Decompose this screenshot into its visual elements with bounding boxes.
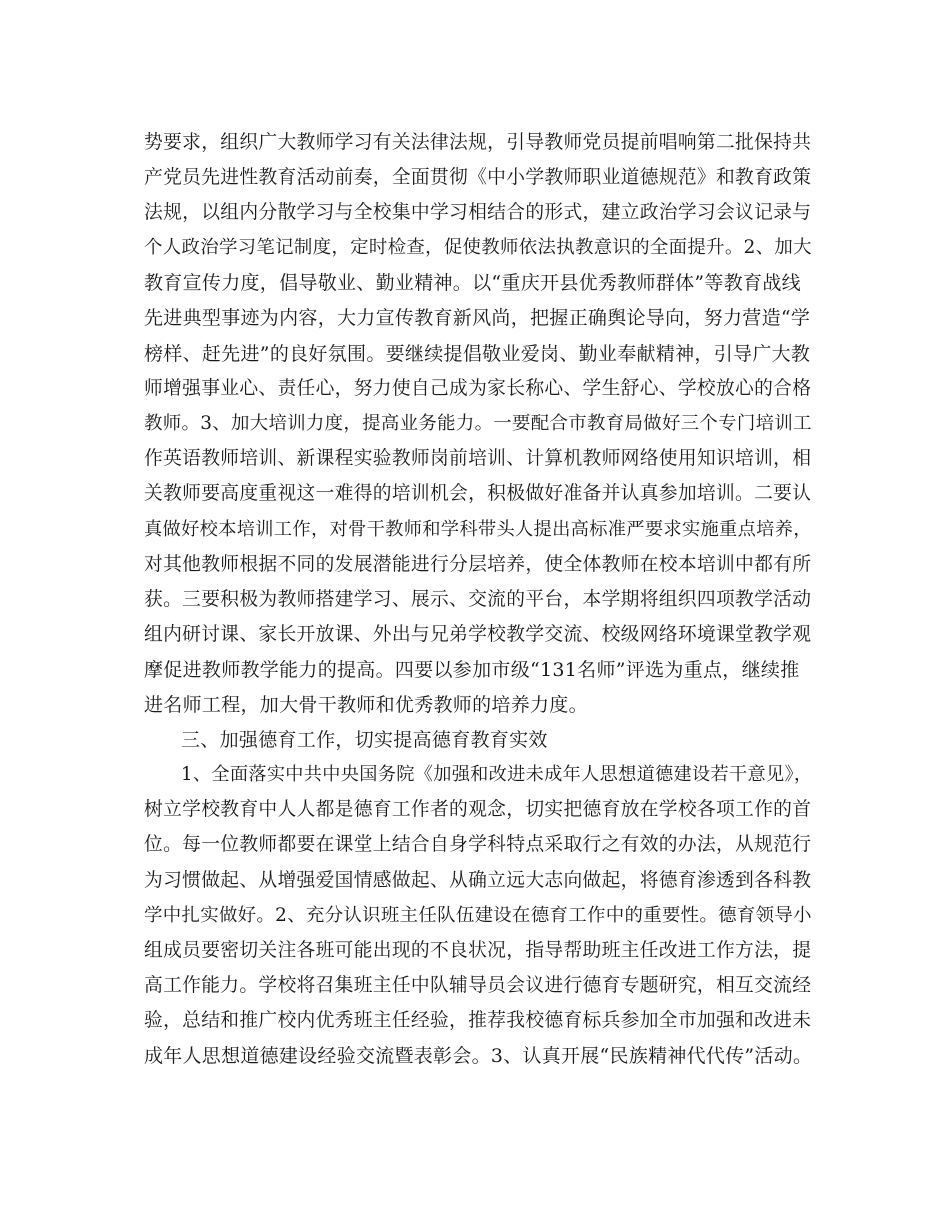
text-line: 高工作能力。学校将召集班主任中队辅导员会议进行德育专题研究，相互交流经: [144, 975, 812, 996]
text-line: 为习惯做起、从增强爱国情感做起、从确立远大志向做起，将德育渗透到各科教: [144, 870, 812, 891]
text-line: 学中扎实做好。2、充分认识班主任队伍建设在德育工作中的重要性。德育领导小: [144, 905, 812, 926]
text-line: 教师。3、加大培训力度，提高业务能力。一要配合市教育局做好三个专门培训工: [144, 413, 812, 434]
text-line: 组内研讨课、家长开放课、外出与兄弟学校教学交流、校级网络环境课堂教学观: [144, 624, 812, 645]
text-line: 个人政治学习笔记制度，定时检查，促使教师依法执教意识的全面提升。2、加大: [144, 237, 812, 258]
text-line: 产党员先进性教育活动前奏，全面贯彻《中小学教师职业道德规范》和教育政策: [144, 167, 812, 188]
text-line: 关教师要高度重视这一难得的培训机会，积极做好准备并认真参加培训。二要认: [144, 483, 812, 504]
text-line: 作英语教师培训、新课程实验教师岗前培训、计算机教师网络使用知识培训，相: [144, 448, 812, 469]
text-line: 验，总结和推广校内优秀班主任经验，推荐我校德育标兵参加全市加强和改进未: [144, 1010, 812, 1031]
section-heading: 三、加强德育工作，切实提高德育教育实效: [181, 729, 548, 751]
text-line: 教育宣传力度，倡导敬业、勤业精神。以“重庆开县优秀教师群体”等教育战线: [144, 272, 801, 294]
text-line: 位。每一位教师都要在课堂上结合自身学科特点采取行之有效的办法，从规范行: [144, 834, 812, 855]
text-line: 榜样、赶先进”的良好氛围。要继续提倡敬业爱岗、勤业奉献精神，引导广大教: [144, 343, 811, 365]
text-line: 成年人思想道德建设经验交流暨表彰会。3、认真开展“民族精神代代传”活动。: [144, 1045, 813, 1067]
text-line: 摩促进教师教学能力的提高。四要以参加市级“131名师”评选为重点，继续推: [144, 659, 800, 681]
text-line: 获。三要积极为教师搭建学习、展示、交流的平台，本学期将组织四项教学活动: [144, 589, 812, 610]
text-line: 师增强事业心、责任心，努力使自己成为家长称心、学生舒心、学校放心的合格: [144, 378, 812, 399]
text-line: 先进典型事迹为内容，大力宣传教育新风尚，把握正确舆论导向，努力营造“学: [144, 307, 811, 329]
text-line: 组成员要密切关注各班可能出现的不良状况，指导帮助班主任改进工作方法，提: [144, 940, 812, 961]
text-line: 树立学校教育中人人都是德育工作者的观念，切实把德育放在学校各项工作的首: [144, 799, 812, 820]
text-line: 真做好校本培训工作，对骨干教师和学科带头人提出高标准严要求实施重点培养，: [144, 519, 812, 540]
text-line: 对其他教师根据不同的发展潜能进行分层培养，使全体教师在校本培训中都有所: [144, 554, 812, 575]
text-line: 进名师工程，加大骨干教师和优秀教师的培养力度。: [144, 694, 588, 716]
text-line: 法规，以组内分散学习与全校集中学习相结合的形式，建立政治学习会议记录与: [144, 202, 812, 223]
text-line: 势要求，组织广大教师学习有关法律法规，引导教师党员提前唱响第二批保持共: [144, 132, 812, 153]
text-line: 1、全面落实中共中央国务院《加强和改进未成年人思想道德建设若干意见》，: [181, 764, 813, 785]
